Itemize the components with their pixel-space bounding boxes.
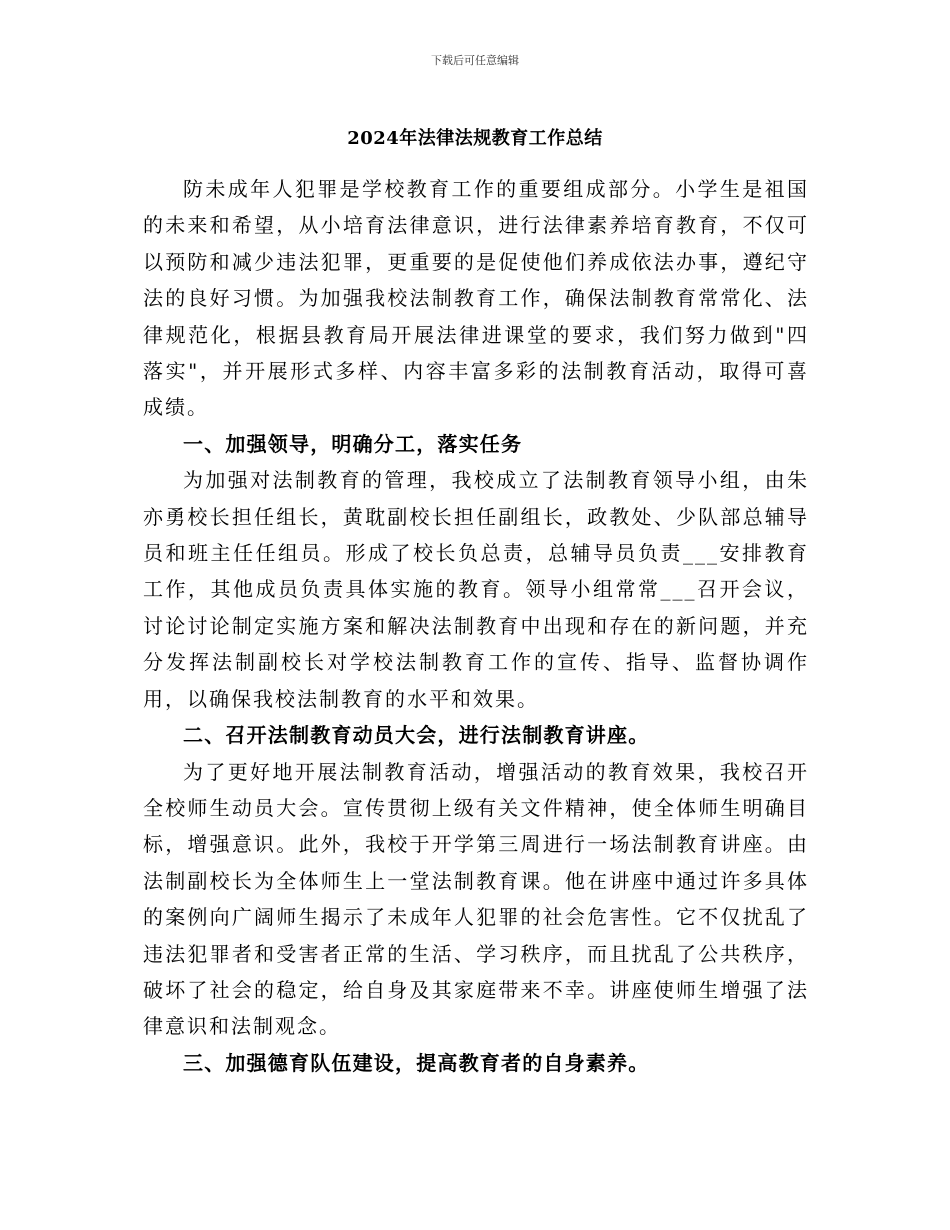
section-heading-2: 二、召开法制教育动员大会，进行法制教育讲座。 bbox=[183, 723, 650, 748]
section-heading-3: 三、加强德育队伍建设，提高教育者的自身素养。 bbox=[183, 1050, 650, 1075]
intro-paragraph: 防未成年人犯罪是学校教育工作的重要组成部分。小学生是祖国的未来和希望，从小培育法律意识，进行法律素养培育教育，不仅可以预防和减少违法犯罪，更重要的是促使他们养成依法办事，遵纪守法的良好习惯。为加强我校法制教育工作，确保法制教育常常化、法律规范化，根据县教育局开展法律进课堂的要求，我们努力做到"四落实"，并开展形式多样、内容丰富多彩的法制教育活动，取得可喜成绩。 bbox=[143, 177, 809, 420]
section-body-1: 为加强对法制教育的管理，我校成立了法制教育领导小组，由朱亦勇校长担任组长，黄耽副校长担任副组长，政教处、少队部总辅导员和班主任任组员。形成了校长负总责，总辅导员负责___安排教育工作，其他成员负责具体实施的教育。领导小组常常___召开会议，讨论讨论制定实施方案和解决法制教育中出现和存在的新问题，并充分发挥法制副校长对学校法制教育工作的宣传、指导、监督协调作用，以确保我校法制教育的水平和效果。 bbox=[143, 468, 809, 711]
section-body-2: 为了更好地开展法制教育活动，增强活动的教育效果，我校召开全校师生动员大会。宣传贯彻上级有关文件精神，使全体师生明确目标，增强意识。此外，我校于开学第三周进行一场法制教育讲座。由法制副校长为全体师生上一堂法制教育课。他在讲座中通过许多具体的案例向广阔师生揭示了未成年人犯罪的社会危害性。它不仅扰乱了违法犯罪者和受害者正常的生活、学习秩序，而且扰乱了公共秩序，破坏了社会的稳定，给自身及其家庭带来不幸。讲座使师生增强了法律意识和法制观念。 bbox=[143, 759, 809, 1039]
document-title: 2024年法律法规教育工作总结 bbox=[347, 128, 603, 149]
section-heading-1: 一、加强领导，明确分工，落实任务 bbox=[183, 431, 523, 456]
document-body bbox=[143, 171, 809, 1081]
page-header-note: 下载后可任意编辑 bbox=[431, 54, 519, 67]
